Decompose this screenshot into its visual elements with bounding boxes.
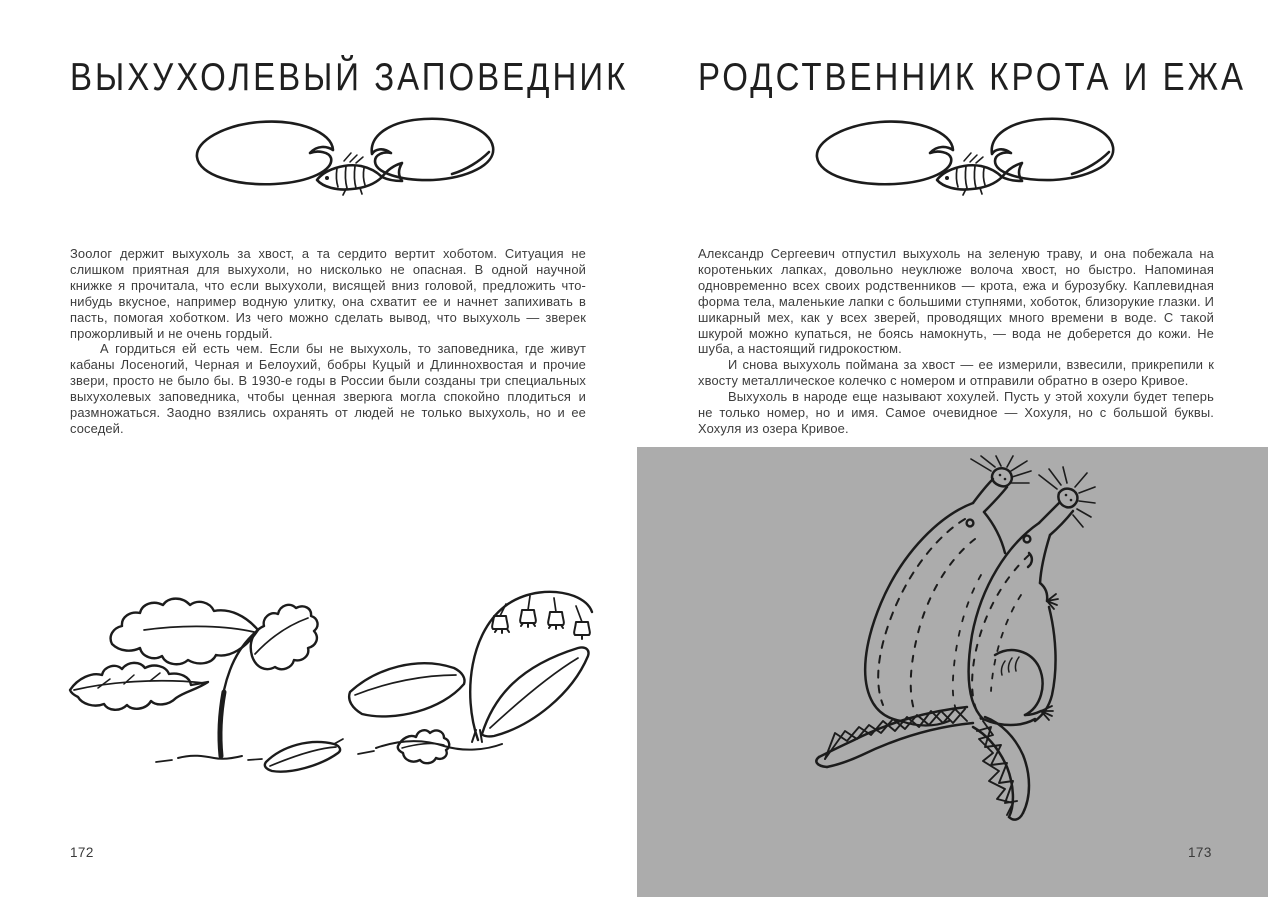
page-title-left: ВЫХУХОЛЕВЫЙ ЗАПОВЕДНИК xyxy=(70,54,629,99)
paragraph: Выхухоль в народе еще называют хохулей. Пусть у этой хохули будет теперь не только номер, но и имя. Самое очевидное — Хохуля, но с большой буквы. Хохуля из озера Кривое. xyxy=(698,389,1214,436)
plants-illustration xyxy=(58,578,602,792)
gray-photo-block xyxy=(637,447,1268,897)
paragraph: И снова выхухоль поймана за хвост — ее измерили, взвесили, прикрепили к хвосту металлическое колечко с номером и отправили обратно в озеро Кривое. xyxy=(698,357,1214,389)
lily-pads-fish-illustration xyxy=(186,106,506,200)
lily-pads-fish-illustration xyxy=(806,106,1126,200)
paragraph: Зоолог держит выхухоль за хвост, а та сердито вертит хоботом. Ситуация не слишком приятная для выхухоли, но нисколько не опасная. В одной научной книжке я прочитала, что если выхухоли, висящей вниз головой, предложить что-нибудь вкусное, например водную улитку, она схватит ее и начнет запихивать в пасть, помогая хоботком. Из чего можно сделать вывод, что выхухоль — зверек прожорливый и не очень гордый. xyxy=(70,246,586,341)
paragraph: А гордиться ей есть чем. Если бы не выхухоль, то заповедника, где живут кабаны Лосеногий, Черная и Белоухий, бобры Куцый и Длиннохвостая и прочие звери, просто не было бы. В 1930-е годы в России были созданы три специальных выхухолевых заповедника, чтобы ценная зверюга могла спокойно плодиться и размножаться. Заодно взялись охранять от людей не только выхухоль, но и ее соседей. xyxy=(70,341,586,436)
right-page-text xyxy=(698,246,1214,437)
desman-illustration xyxy=(777,455,1099,837)
page-number-right: 173 xyxy=(1188,845,1212,860)
left-page-text xyxy=(70,246,586,437)
page-title-right: РОДСТВЕННИК КРОТА И ЕЖА xyxy=(698,54,1247,99)
page-number-left: 172 xyxy=(70,845,94,860)
paragraph: Александр Сергеевич отпустил выхухоль на зеленую траву, и она побежала на коротеньких лапках, довольно неуклюже волоча хвост, но быстро. Напоминая одновременно всех своих родственников — крота, ежа и бурозубку. Каплевидная форма тела, маленькие лапки с большими ступнями, хоботок, близорукие глазки. И шикарный мех, как у всех зверей, проводящих много времени в воде. С такой шкурой можно купаться, не боясь намокнуть, — вода не доберется до кожи. Не шуба, а настоящий гидрокостюм. xyxy=(698,246,1214,357)
